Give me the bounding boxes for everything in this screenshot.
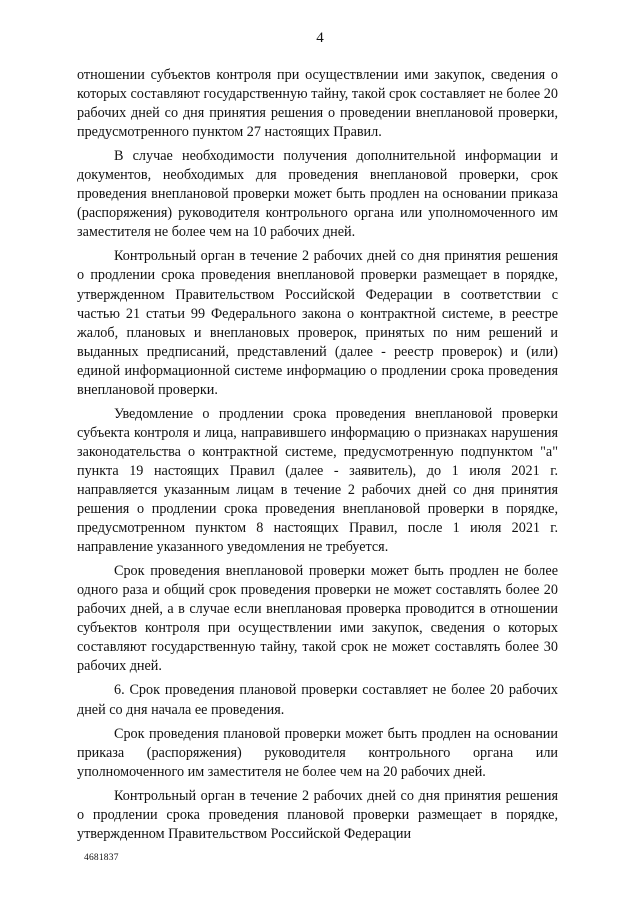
- paragraph-planned-inspection-term: 6. Срок проведения плановой проверки составляет не более 20 рабочих дней со дня начала ее проведения.: [77, 682, 558, 718]
- document-code: 4681837: [84, 853, 119, 863]
- paragraph-continuation: отношении субъектов контроля при осуществлении ими закупок, сведения о которых составляют государственную тайну, такой срок составляет не более 20 рабочих дней со дня принятия решения о проведении внеплановой проверки, предусмотренного пунктом 27 настоящих Правил.: [77, 67, 558, 141]
- document-body: [77, 66, 558, 844]
- paragraph-planned-registry: Контрольный орган в течение 2 рабочих дней со дня принятия решения о продлении срока проведения плановой проверки размещает в порядке, утвержденном Правительством Российской Федерации: [77, 787, 558, 842]
- paragraph-registry-publication: Контрольный орган в течение 2 рабочих дней со дня принятия решения о продлении срока проведения внеплановой проверки размещает в порядке, утвержденном Правительством Российской Федерации в соответствии с частью 21 статьи 99 Федерального закона о контрактной системе, в реестре жалоб, плановых и внеплановых проверок, принятых по ним решений и выданных предписаний, представлений (далее - реестр проверок) и (или) единой информационной системе информацию о продлении срока проведения внеплановой проверки.: [77, 248, 558, 398]
- paragraph-extension-limit: Срок проведения внеплановой проверки может быть продлен не более одного раза и общий срок проведения проверки не может составлять более 20 рабочих дней, а в случае если внеплановая проверка проводится в отношении субъектов контроля при осуществлении ими закупок, сведения о которых составляют государственную тайну, такой срок не может составлять более 30 рабочих дней.: [77, 563, 558, 675]
- paragraph-planned-extension: Срок проведения плановой проверки может быть продлен на основании приказа (распоряжения) руководителя контрольного органа или уполномоченного им заместителя не более чем на 20 рабочих дней.: [77, 725, 558, 780]
- page-number: 4: [316, 30, 324, 46]
- paragraph-notification: Уведомление о продлении срока проведения внеплановой проверки субъекта контроля и лица, направившего информацию о признаках нарушения законодательства о контрактной системе, предусмотренную подпунктом "а" пункта 19 настоящих Правил (далее - заявитель), до 1 июля 2021 г. направляется указанным лицам в течение 2 рабочих дней со дня принятия решения о продлении срока проведения внеплановой проверки в порядке, предусмотренном пунктом 8 настоящих Правил, после 1 июля 2021 г. направление указанного уведомления не требуется.: [77, 405, 558, 556]
- paragraph-extension-info: В случае необходимости получения дополнительной информации и документов, необходимых для проведения внеплановой проверки, срок проведения внеплановой проверки может быть продлен на основании приказа (распоряжения) руководителя контрольного органа или уполномоченного им заместителя не более чем на 10 рабочих дней.: [77, 148, 558, 241]
